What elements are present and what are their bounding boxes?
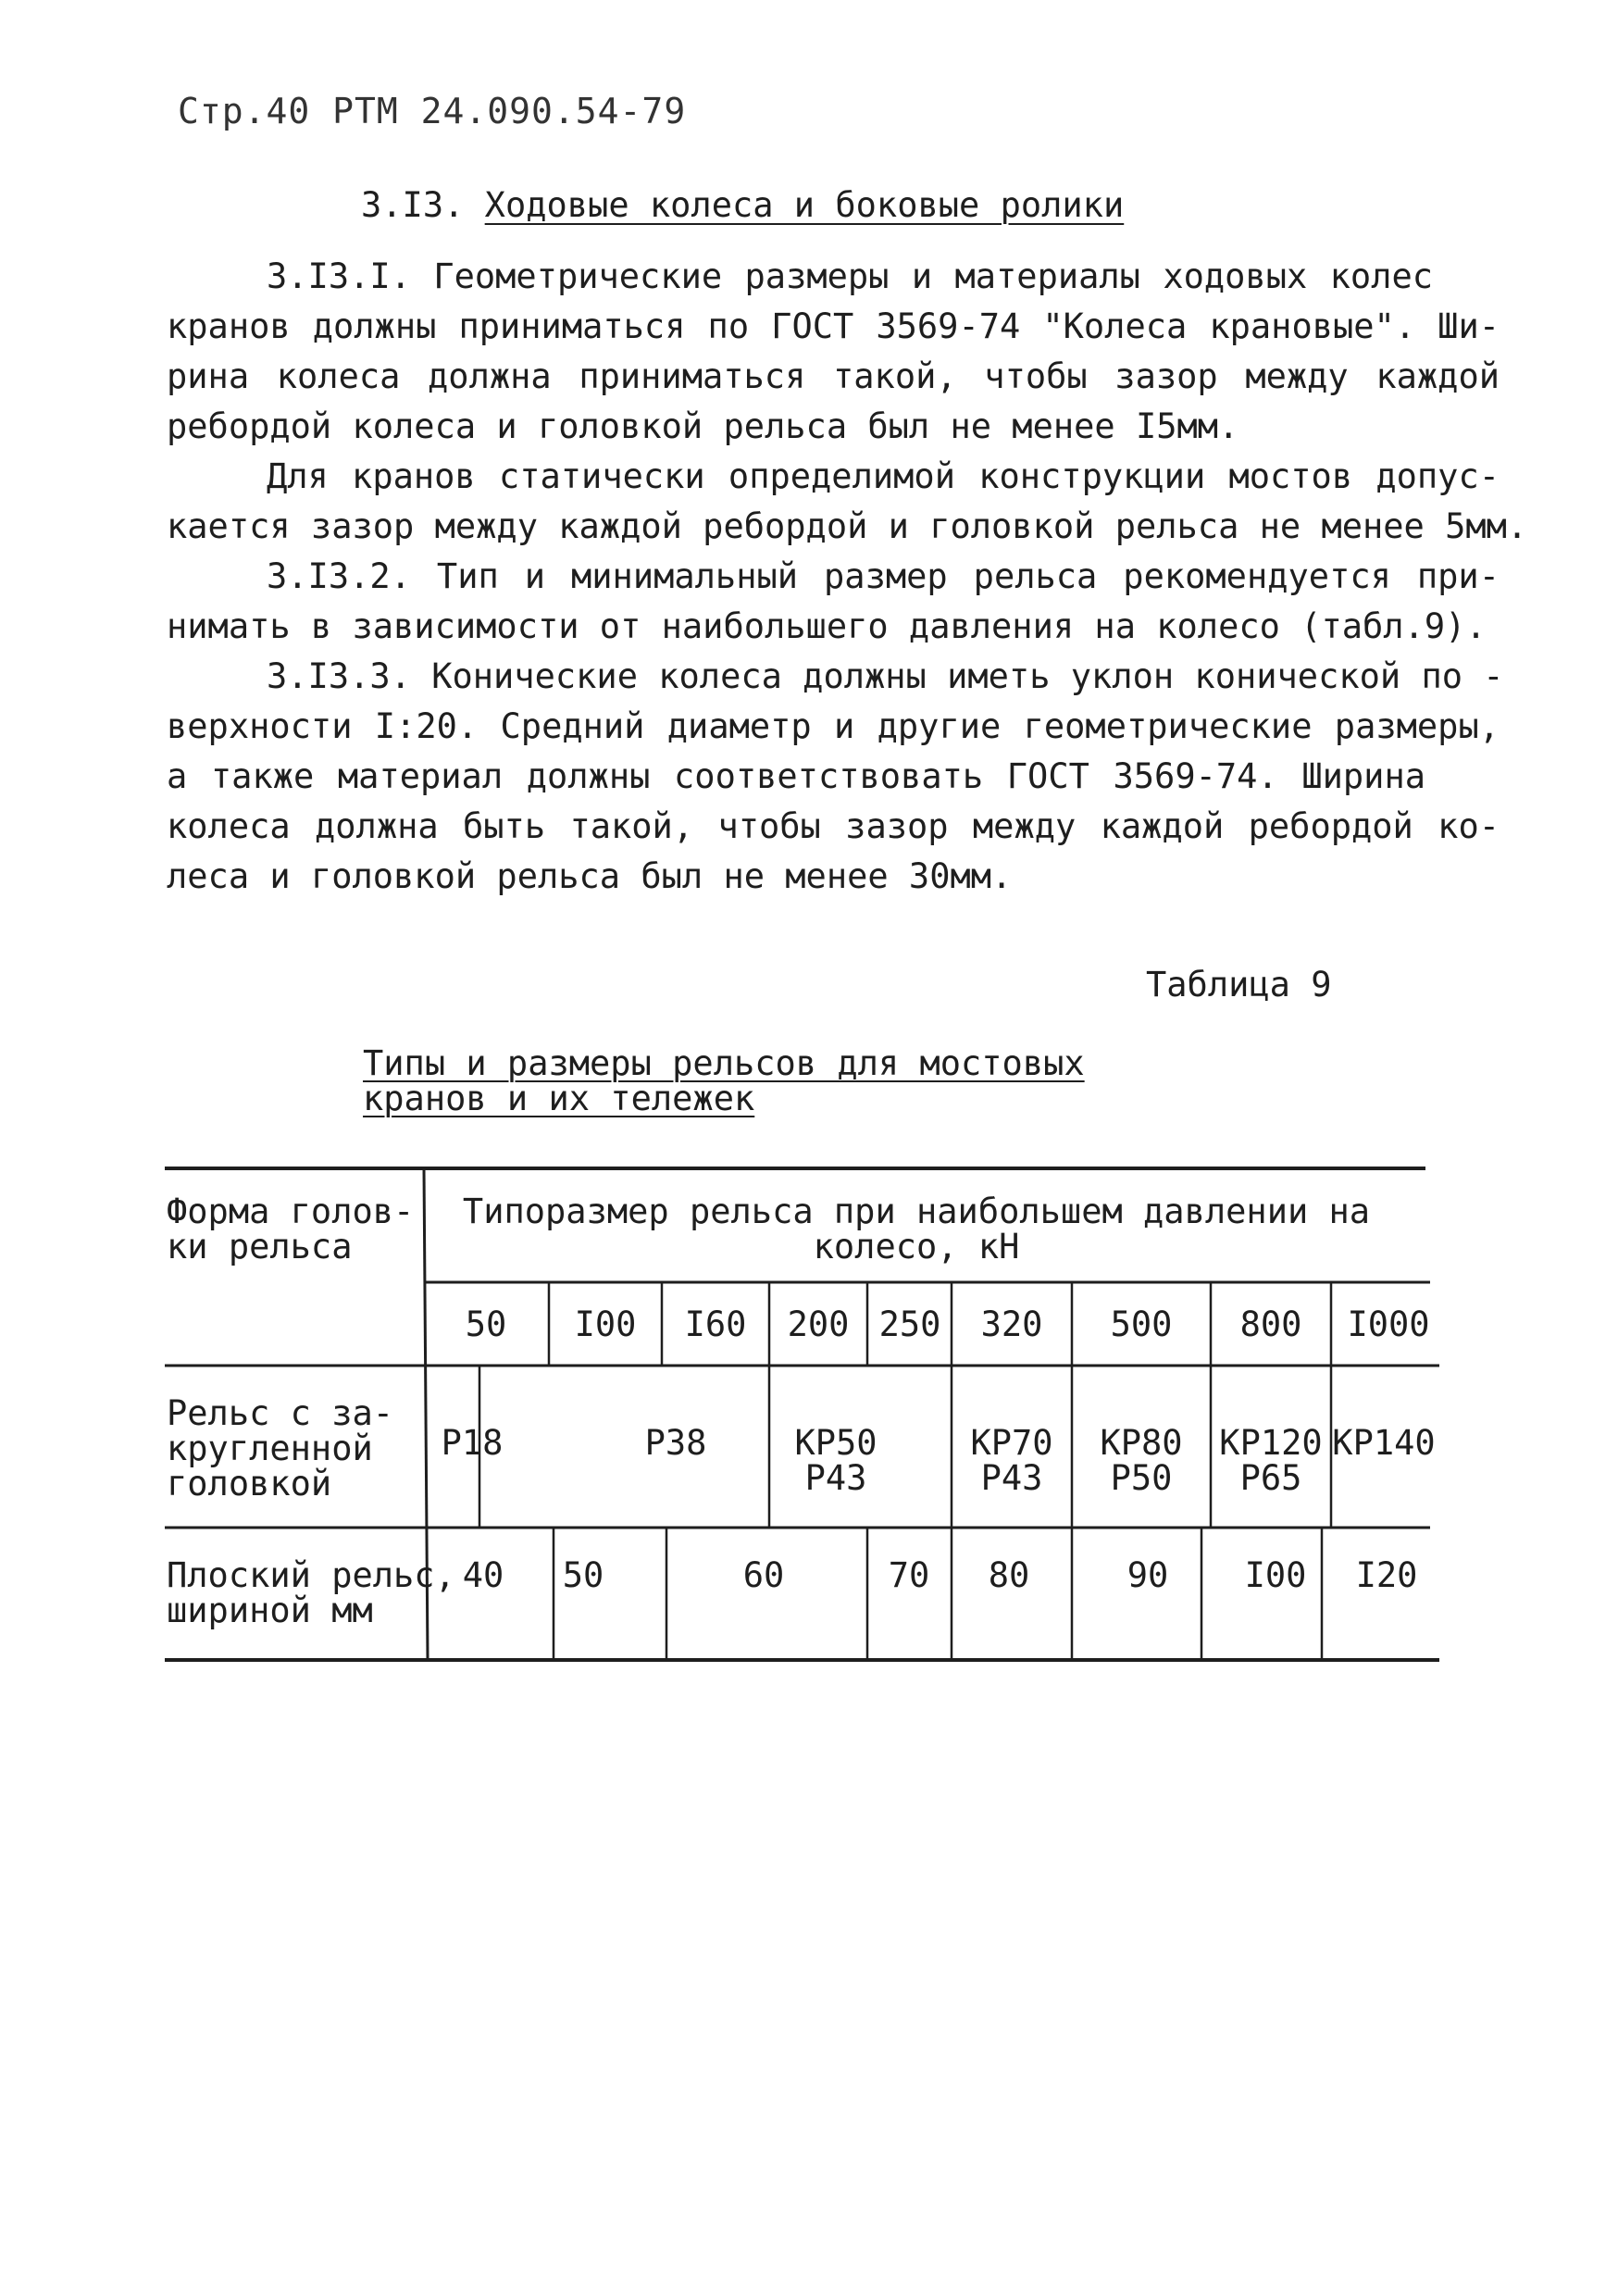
table-title-line: Типы и размеры рельсов для мостовых	[363, 1043, 1085, 1083]
flat-width-100: I00	[1244, 1555, 1307, 1595]
pressure-50: 50	[465, 1304, 507, 1344]
section-number: 3.I3.	[361, 185, 465, 225]
flat-width-40: 40	[462, 1555, 504, 1595]
pressure-250: 250	[878, 1304, 941, 1344]
text-line: а также материал должны соответствовать ГОСТ 3569-74. Ширина	[167, 756, 1425, 796]
text-line: ребордой колеса и головкой рельса был не менее I5мм.	[167, 406, 1239, 446]
row-label-line: головкой	[167, 1464, 332, 1504]
rail-value: КР70	[970, 1423, 1053, 1463]
rail-value: Р50	[1110, 1458, 1173, 1498]
flat-width-80: 80	[988, 1555, 1030, 1595]
flat-width-90: 90	[1126, 1555, 1169, 1595]
row-label-line: кругленной	[167, 1429, 373, 1468]
row-label-line: шириной мм	[167, 1591, 373, 1630]
text-line: рина колеса должна приниматься такой, чтобы зазор между каждой	[167, 356, 1500, 396]
section-title: Ходовые колеса и боковые ролики	[484, 185, 1125, 225]
rail-value: КР80	[1100, 1423, 1183, 1463]
flat-width-60: 60	[742, 1555, 785, 1595]
row-label-line: Плоский рельс,	[167, 1555, 455, 1595]
pressure-200: 200	[787, 1304, 850, 1344]
text-line: нимать в зависимости от наибольшего давления на колесо (табл.9).	[167, 606, 1487, 646]
text-line: 3.I3.3. Конические колеса должны иметь уклон конической по -	[267, 656, 1504, 696]
rail-value: КР120	[1219, 1423, 1323, 1463]
pressure-160: I60	[684, 1304, 747, 1344]
rail-P38: Р38	[644, 1423, 707, 1463]
span-header-line: колесо, кН	[813, 1227, 1020, 1267]
stub-header-line: ки рельса	[167, 1227, 353, 1267]
text-line: кранов должны приниматься по ГОСТ 3569-74 "Колеса крановые". Ши-	[167, 306, 1500, 346]
span-header-line: Типоразмер рельса при наибольшем давлении на	[462, 1192, 1371, 1231]
text-line: 3.I3.I. Геометрические размеры и материалы ходовых колес	[267, 256, 1433, 296]
rail-value: Р43	[804, 1458, 867, 1498]
row-label-line: Рельс с за-	[167, 1393, 394, 1433]
rail-value: Р43	[980, 1458, 1043, 1498]
table-number: Таблица 9	[1146, 965, 1332, 1004]
rail-KP120-P65	[1219, 1423, 1323, 1498]
pressure-500: 500	[1110, 1304, 1173, 1344]
pressure-1000: I000	[1347, 1304, 1430, 1344]
flat-width-70: 70	[888, 1555, 930, 1595]
text-line: верхности I:20. Средний диаметр и другие геометрические размеры,	[167, 706, 1500, 746]
stub-header	[167, 1194, 414, 1265]
flat-width-50: 50	[562, 1555, 604, 1595]
pressure-100: I00	[574, 1304, 637, 1344]
span-header	[463, 1194, 1370, 1265]
page-header: Стр.40 РТМ 24.090.54-79	[178, 91, 687, 131]
text-line: колеса должна быть такой, чтобы зазор между каждой ребордой ко-	[167, 806, 1500, 846]
rail-KP80-P50	[1100, 1423, 1183, 1498]
flat-width-120: I20	[1355, 1555, 1418, 1595]
text-line: Для кранов статически определимой конструкции мостов допус-	[267, 456, 1500, 496]
row-label-rounded	[167, 1393, 394, 1504]
rail-value: КР50	[794, 1423, 877, 1463]
rail-KP70-P43	[970, 1423, 1053, 1498]
rail-value: Р65	[1239, 1458, 1302, 1498]
row-label-flat	[167, 1555, 455, 1630]
pressure-800: 800	[1239, 1304, 1302, 1344]
text-line: кается зазор между каждой ребордой и головкой рельса не менее 5мм.	[167, 506, 1528, 546]
text-line: 3.I3.2. Тип и минимальный размер рельса рекомендуется при-	[267, 556, 1500, 596]
rail-P18: Р18	[441, 1423, 504, 1463]
table-title-line: кранов и их тележек	[363, 1079, 755, 1118]
rail-KP50-P43	[794, 1423, 877, 1498]
pressure-320: 320	[980, 1304, 1043, 1344]
stub-header-line: Форма голов-	[167, 1192, 415, 1231]
text-line: леса и головкой рельса был не менее 30мм.	[167, 856, 1013, 896]
rail-KP140: КР140	[1332, 1423, 1436, 1463]
